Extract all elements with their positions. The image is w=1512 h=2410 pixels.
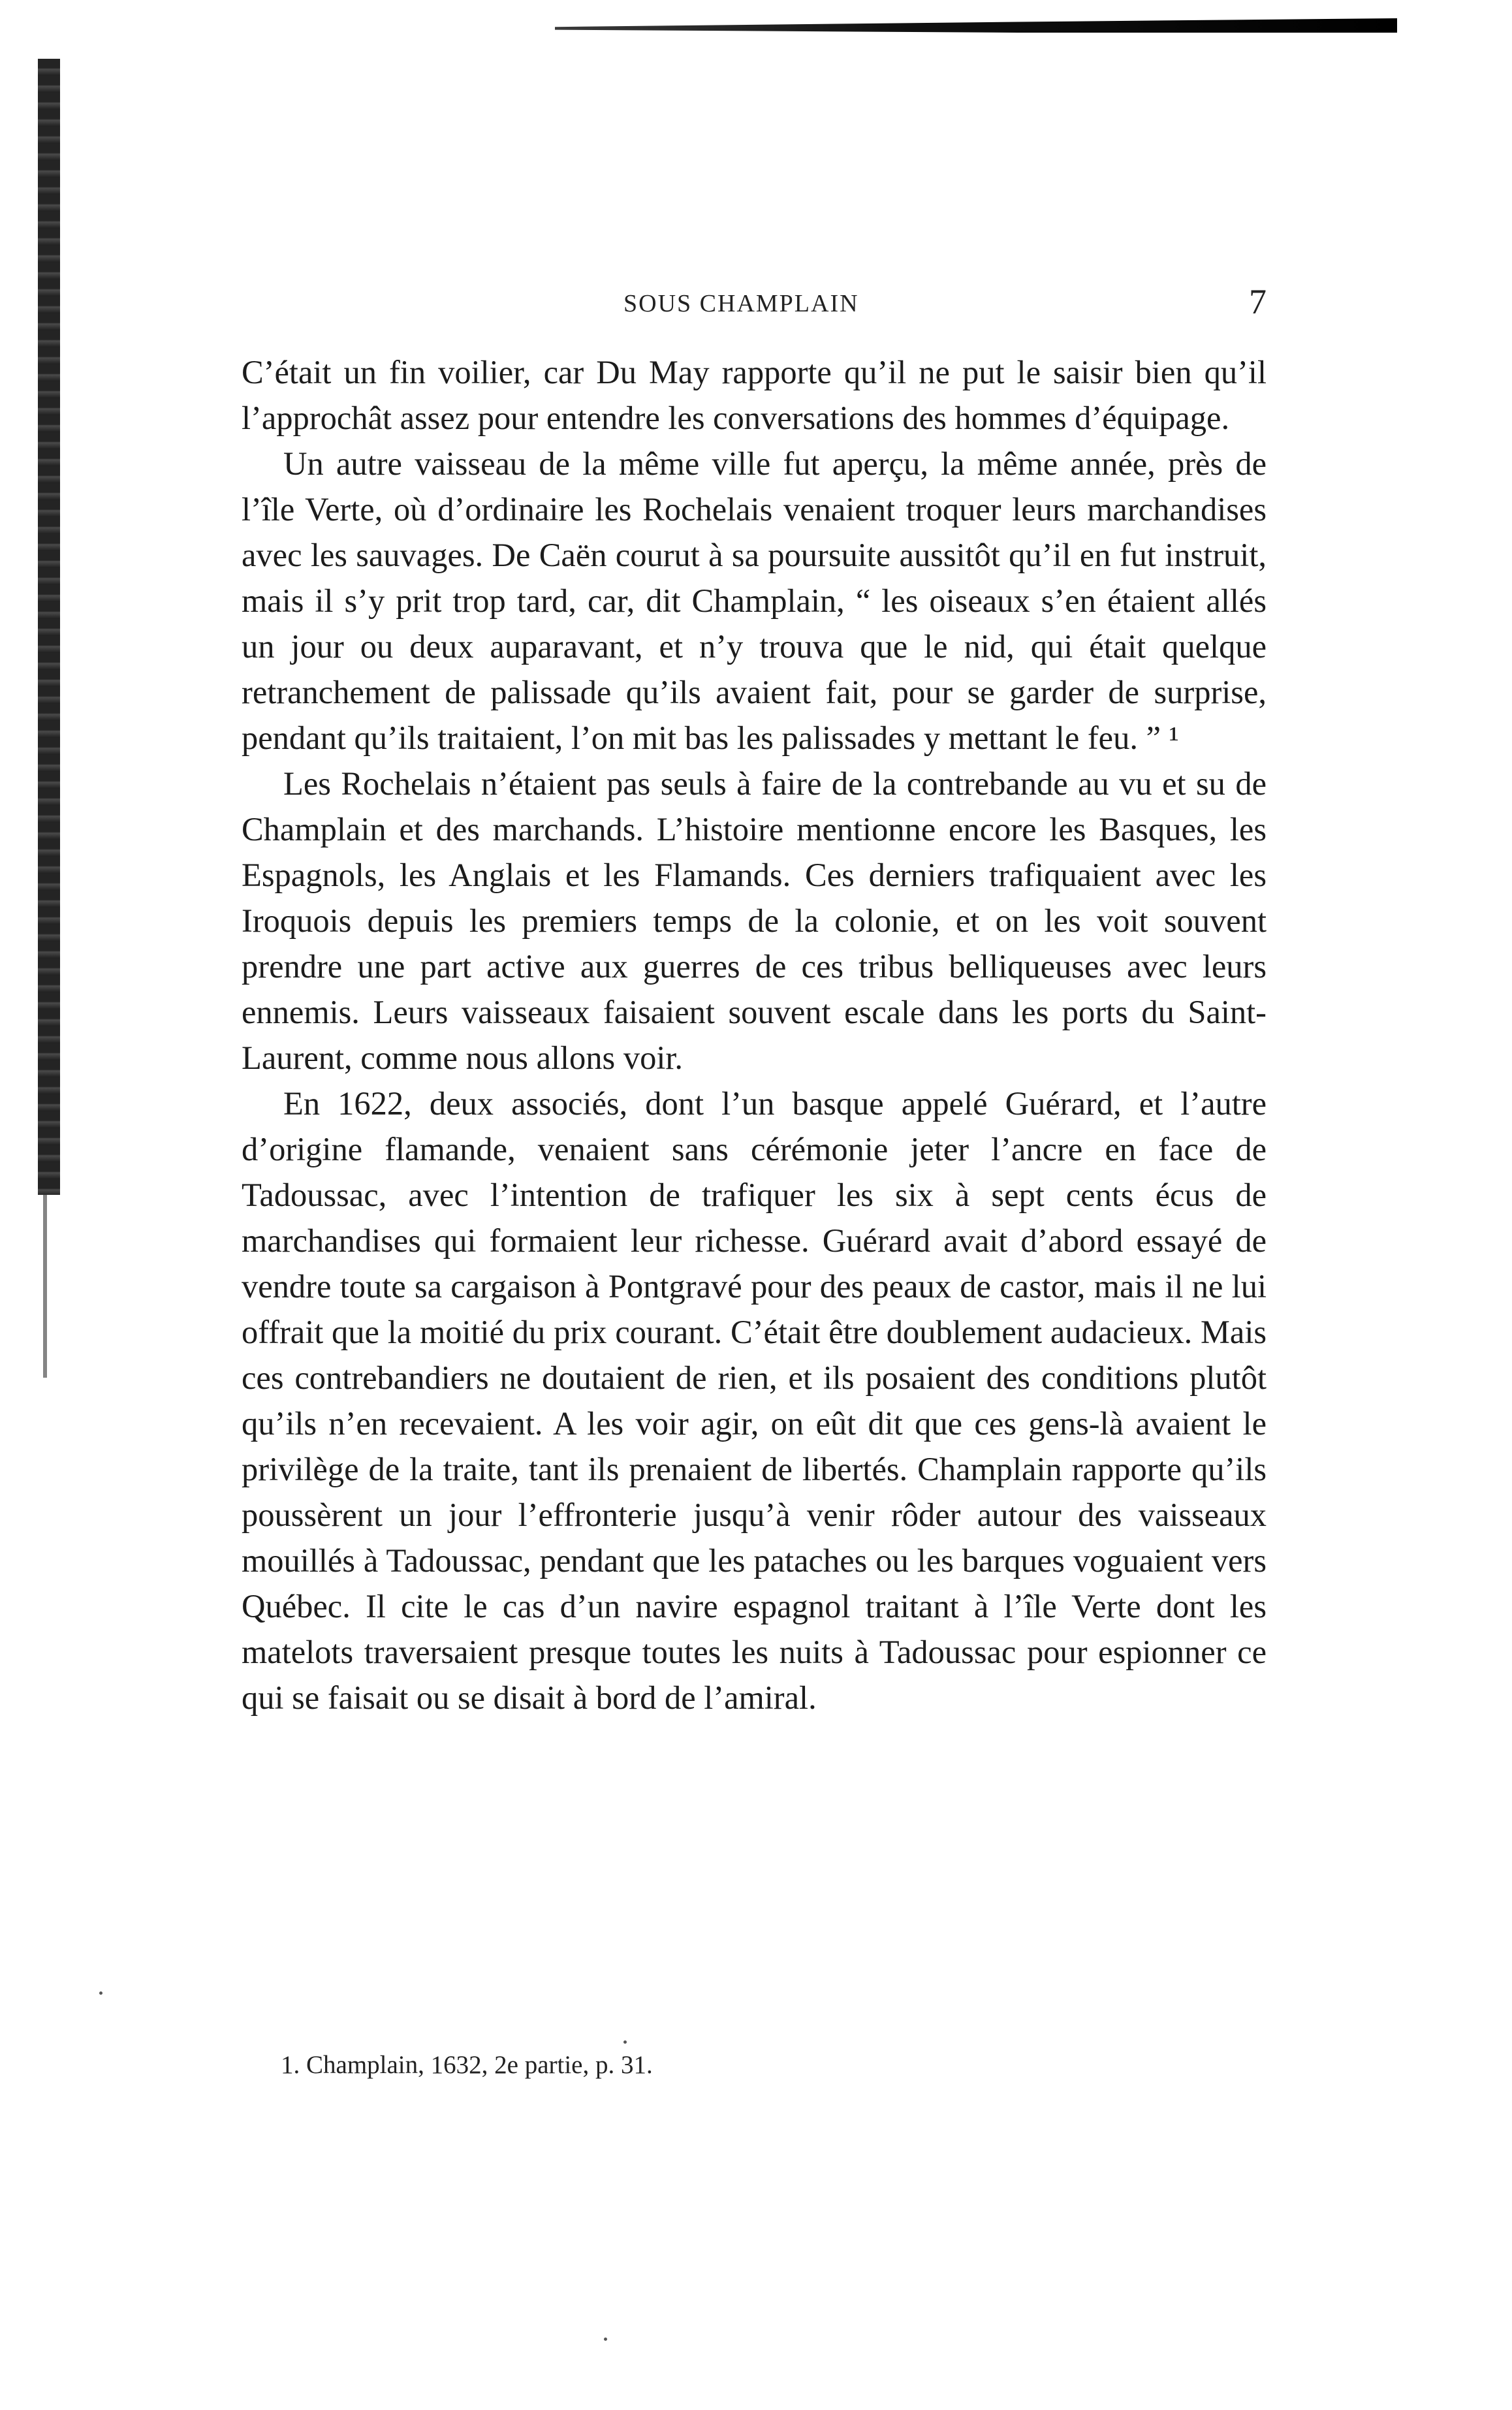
footnote: 1. Champlain, 1632, 2e partie, p. 31. xyxy=(281,2051,653,2079)
print-speck xyxy=(604,2338,607,2341)
binding-edge-tail xyxy=(43,1195,47,1378)
page-number: 7 xyxy=(1249,282,1267,321)
body-text xyxy=(242,349,1267,1720)
binding-edge xyxy=(38,59,60,1195)
running-head xyxy=(242,282,1267,328)
paragraph-3: Les Rochelais n’étaient pas seuls à faire de la contrebande au vu et su de Champlain et des marchands. L’histoire mentionne encore les Basques, les Espagnols, les Anglais et les Flamands. Ces derniers trafiquaient avec les Iroquois depuis les premiers temps de la colonie, et on les voit souvent prendre une part active aux guerres de ces tribus belliqueuses avec leurs ennemis. Leurs vaisseaux faisaient souvent escale dans les ports du Saint-Laurent, comme nous allons voir. xyxy=(242,765,1267,1076)
paragraph-1: C’était un fin voilier, car Du May rapporte qu’il ne put le saisir bien qu’il l’approchât assez pour entendre les conversations des hommes d’équipage. xyxy=(242,354,1267,436)
paragraph-2: Un autre vaisseau de la même ville fut aperçu, la même année, près de l’île Verte, où d’ordinaire les Rochelais venaient troquer leurs marchandises avec les sauvages. De Caën courut à sa poursuite aussitôt qu’il en fut instruit, mais il s’y prit trop tard, car, dit Champlain, “ les oiseaux s’en étaient allés un jour ou deux auparavant, et n’y trouva que le nid, qui était quelque retranchement de palissade qu’ils avaient fait, pour se garder de surprise, pendant qu’ils traitaient, l’on mit bas les palissades y mettant le feu. ” ¹ xyxy=(242,445,1267,756)
running-head-title: SOUS CHAMPLAIN xyxy=(623,290,859,317)
top-rule xyxy=(555,18,1397,33)
paragraph-4: En 1622, deux associés, dont l’un basque appelé Guérard, et l’autre d’origine flamande, venaient sans cérémonie jeter l’ancre en face de Tadoussac, avec l’intention de trafiquer les six à sept cents écus de marchandises qui formaient leur richesse. Guérard avait d’abord essayé de vendre toute sa cargaison à Pontgravé pour des peaux de castor, mais il ne lui offrait que la moitié du prix courant. C’était être doublement audacieux. Mais ces contrebandiers ne doutaient de rien, et ils posaient des conditions plutôt qu’ils n’en recevaient. A les voir agir, on eût dit que ces gens-là avaient le privilège de la traite, tant ils prenaient de libertés. Champlain rapporte qu’ils poussèrent un jour l’effronterie jusqu’à venir rôder autour des vaisseaux mouillés à Tadoussac, pendant que les pataches ou les barques voguaient vers Québec. Il cite le cas d’un navire espagnol traitant à l’île Verte dont les matelots traversaient presque toutes les nuits à Tadoussac pour espionner ce qui se faisait ou se disait à bord de l’amiral. xyxy=(242,1085,1267,1716)
print-speck xyxy=(623,2040,627,2044)
print-speck xyxy=(99,1991,102,1995)
